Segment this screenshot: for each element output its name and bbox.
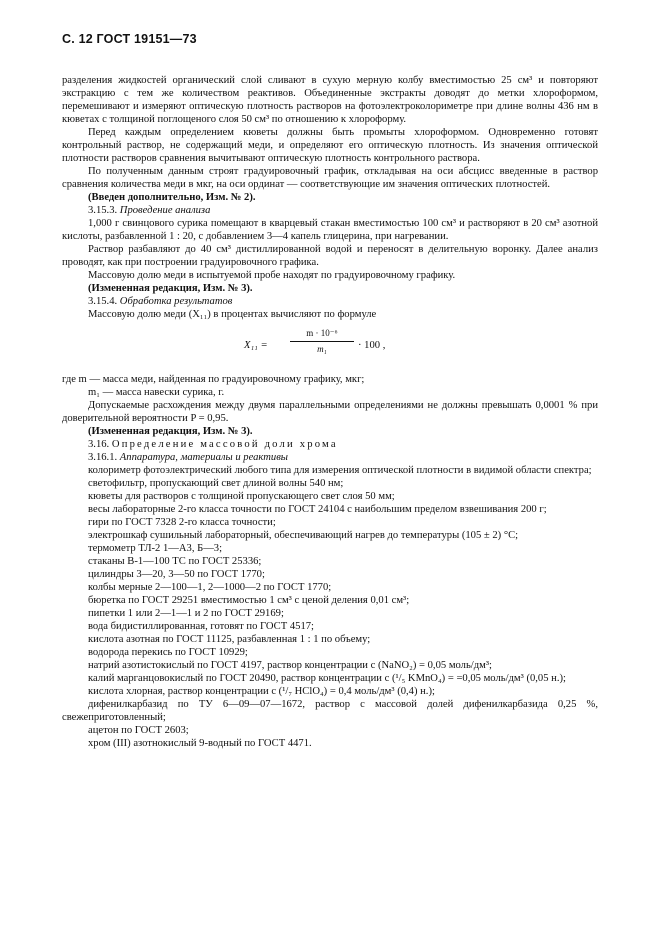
section-title: Обработка результатов — [119, 296, 233, 307]
list-item: кюветы для растворов с толщиной пропускающего свет слоя 50 мм; — [88, 491, 395, 502]
list-item: калий марганцовокислый по ГОСТ 20490, раствор концентрации c (¹/₅ KMnO₄) = =0,05 моль/дм³ (0,05 н.); — [88, 673, 566, 684]
list-item: колбы мерные 2—100—1, 2—1000—2 по ГОСТ 1770; — [88, 582, 332, 593]
formula — [62, 325, 598, 369]
list-item: стаканы В-1—100 ТС по ГОСТ 25336; — [88, 556, 262, 567]
list-item: гири по ГОСТ 7328 2-го класса точности; — [88, 517, 276, 528]
list-item: дифенилкарбазид по ТУ 6—09—07—1672, раствор с массовой долей дифенилкарбазида 0,25 %, свежеприготовленный; — [62, 699, 598, 723]
section-number: 3.16. — [88, 439, 110, 450]
formula-numerator: m · 10⁻⁶ — [290, 327, 354, 342]
section-number: 3.15.3. — [88, 205, 118, 216]
section-heading — [62, 295, 598, 308]
amendment-note: (Измененная редакция, Изм. № 3). — [88, 426, 253, 437]
list-item: кислота азотная по ГОСТ 11125, разбавленная 1 : 1 по объему; — [88, 634, 371, 645]
paragraph: 1,000 г свинцового сурика помещают в кварцевый стакан вместимостью 100 см³ и растворяют в 20 см³ азотной кислоты, разбавленной 1 : 20, с добавлением 3—4 капель глицерина, при нагревании. — [62, 218, 598, 242]
section-number: 3.16.1. — [88, 452, 118, 463]
document-body — [62, 74, 598, 750]
list-item: бюретка по ГОСТ 29251 вместимостью 1 см³ с ценой деления 0,01 см³; — [88, 595, 410, 606]
section-heading — [62, 451, 598, 464]
list-item: натрий азотистокислый по ГОСТ 4197, раствор концентрации c (NaNO₂) = 0,05 моль/дм³; — [88, 660, 492, 671]
list-item: электрошкаф сушильный лабораторный, обеспечивающий нагрев до температуры (105 ± 2) °С; — [88, 530, 519, 541]
list-item: светофильтр, пропускающий свет длиной волны 540 нм; — [88, 478, 344, 489]
formula-legend: m₁ — масса навески сурика, г. — [88, 387, 225, 398]
formula-rhs: · 100 , — [358, 340, 386, 351]
paragraph: Массовую долю меди в испытуемой пробе находят по градуировочному графику. — [88, 270, 456, 281]
section-number: 3.15.4. — [88, 296, 118, 307]
formula-lhs: X₁₁ = — [244, 340, 268, 351]
section-heading — [62, 204, 598, 217]
paragraph: Раствор разбавляют до 40 см³ дистиллированной водой и переносят в делительную воронку. Далее анализ проводят, как при построении градуировочного графика. — [62, 244, 598, 268]
paragraph: По полученным данным строят градуировочный график, откладывая на оси абсцисс введенные в раствор сравнения количества меди в мкг, на оси ординат — соответствующие им значения оптических плотностей. — [62, 166, 598, 190]
section-title: Аппаратура, материалы и реактивы — [119, 452, 288, 463]
list-item: вода бидистиллированная, готовят по ГОСТ 4517; — [88, 621, 315, 632]
list-item: пипетки 1 или 2—1—1 и 2 по ГОСТ 29169; — [88, 608, 284, 619]
list-item: хром (III) азотнокислый 9-водный по ГОСТ 4471. — [88, 738, 312, 749]
list-item: ацетон по ГОСТ 2603; — [88, 725, 189, 736]
document-page — [62, 32, 598, 750]
paragraph: Перед каждым определением кюветы должны быть промыты хлороформом. Одновременно готовят контрольный раствор, не содержащий меди, и определяют его оптическую плотность. Из значения оптической плотности растворов сравнения вычитывают оптическую плотность контрольного раствора. — [62, 127, 598, 164]
amendment-note: (Измененная редакция, Изм. № 3). — [88, 283, 253, 294]
paragraph: Допускаемые расхождения между двумя параллельными определениями не должны превышать 0,0001 % при доверительной вероятности P = 0,95. — [62, 400, 598, 424]
list-item: весы лабораторные 2-го класса точности по ГОСТ 24104 с наибольшим пределом взвешивания 200 г; — [88, 504, 547, 515]
list-item: колориметр фотоэлектрический любого типа для измерения оптической плотности в видимой области спектра; — [88, 465, 592, 476]
equipment-list — [62, 464, 598, 750]
paragraph: разделения жидкостей органический слой сливают в сухую мерную колбу вместимостью 25 см³ и повторяют экстракцию с тем же количеством реактивов. Объединенные экстракты доводят до метки хлороформом, перемешивают и измеряют оптическую плотность растворов на фотоэлектроколориметре при длине волны 436 нм в кюветах с толщиной поглощеного слоя 50 см³ по отношению к хлороформу. — [62, 75, 598, 125]
list-item: цилиндры 3—20, 3—50 по ГОСТ 1770; — [88, 569, 265, 580]
formula-legend: где m — масса меди, найденная по градуировочному графику, мкг; — [62, 374, 365, 385]
list-item: термометр ТЛ-2 1—А3, Б—3; — [88, 543, 223, 554]
section-heading — [62, 438, 598, 451]
formula-denominator: m₁ — [317, 344, 327, 354]
list-item: кислота хлорная, раствор концентрации c (¹/₇ HClO₄) = 0,4 моль/дм³ (0,4) н.); — [88, 686, 435, 697]
list-item: водорода перекись по ГОСТ 10929; — [88, 647, 248, 658]
page-header: С. 12 ГОСТ 19151—73 — [62, 32, 197, 46]
formula-fraction — [290, 327, 354, 356]
section-title: Определение массовой доли хрома — [111, 439, 338, 450]
section-title: Проведение анализа — [119, 205, 211, 216]
paragraph: Массовую долю меди (X₁₁) в процентах вычисляют по формуле — [88, 309, 377, 320]
amendment-note: (Введен дополнительно, Изм. № 2). — [88, 192, 256, 203]
